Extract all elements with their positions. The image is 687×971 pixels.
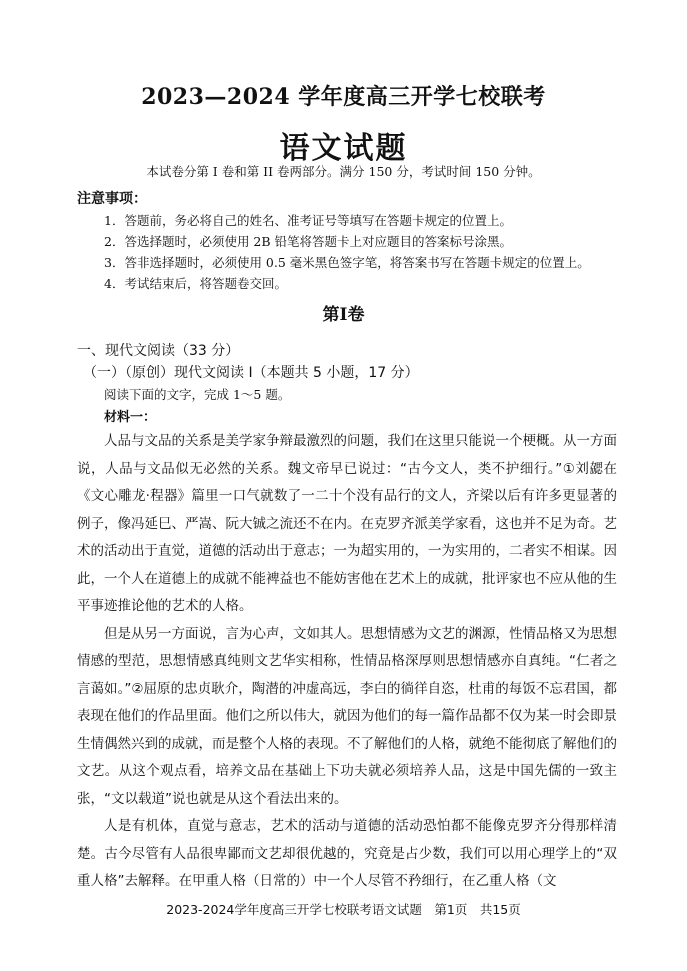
- section-heading: 一、现代文阅读（33 分）: [77, 343, 240, 359]
- reading-instruction: 阅读下面的文字，完成 1～5 题。: [104, 387, 291, 402]
- notice-item: 1．答题前，务必将自己的姓名、准考证号等填写在答题卡规定的位置上。: [104, 213, 512, 228]
- page-footer: 2023-2024学年度高三开学七校联考语文试题 第1页 共15页: [166, 902, 521, 917]
- notice-item: 4．考试结束后，将答题卷交回。: [104, 276, 287, 291]
- subsection-heading: （一）（原创）现代文阅读 I（本题共 5 小题，17 分）: [83, 365, 419, 381]
- passage-paragraph: 但是从另一方面说，言为心声，文如其人。思想情感为文艺的渊源，性情品格又为思想情感的型范，思想情感真纯则文艺华实相称，性情品格深厚则思想情感亦自真纯。“仁者之言蔼如。”②屈原的忠贞耿介，陶潜的冲虚高远，李白的徜徉自恣，杜甫的每饭不忘君国，都表现在他们的作品里面。他们之所以伟大，就因为他们的每一篇作品都不仅为某一时会即景生情偶然兴到的成就，而是整个人格的表现。不了解他们的人格，就绝不能彻底了解他们的文艺。从这个观点看，培养文品在基础上下功夫就必须培养人品，这是中国先儒的一致主张，“文以载道”说也就是从这个看法出来的。: [77, 625, 617, 807]
- subject-title: 语文试题: [279, 131, 408, 166]
- passage-paragraph: 人品与文品的关系是美学家争辩最激烈的问题，我们在这里只能说一个梗概。从一方面说，人品与文品似无必然的关系。魏文帝早已说过：“古今文人，类不护细行。”①刘勰在《文心雕龙·程器》篇里一口气就数了一二十个没有品行的文人，齐梁以后有许多更显著的例子，像冯延巳、严嵩、阮大铖之流还不在内。在克罗齐派美学家看，这也并不足为奇。艺术的活动出于直觉，道德的活动出于意志；一为超实用的，一为实用的，二者实不相谋。因此，一个人在道德上的成就不能裨益也不能妨害他在艺术上的成就，批评家也不应从他的生平事迹推论他的艺术的人格。: [77, 433, 617, 614]
- notice-item: 2．答选择题时，必须使用 2B 铅笔将答题卡上对应题目的答案标号涂黑。: [104, 234, 513, 249]
- material-label: 材料一：: [104, 410, 157, 425]
- notice-item: 3．答非选择题时，必须使用 0.5 毫米黑色签字笔，将答案书写在答题卡规定的位置上。: [104, 255, 590, 270]
- exam-subtitle: 本试卷分第 I 卷和第 II 卷两部分。满分 150 分，考试时间 150 分钟。: [146, 164, 541, 179]
- notice-list: [104, 210, 590, 294]
- passage: [77, 428, 617, 896]
- exam-title: 2023—2024 学年度高三开学七校联考: [141, 84, 546, 110]
- volume-heading: 第Ⅰ卷: [322, 305, 365, 325]
- notice-heading: 注意事项：: [77, 191, 147, 207]
- passage-paragraph: 人是有机体，直觉与意志，艺术的活动与道德的活动恐怕都不能像克罗齐分得那样清楚。古今尽管有人品很卑鄙而文艺却很优越的，究竟是占少数，我们可以用心理学上的“双重人格”去解释。在甲重人格（日常的）中一个人尽管不矜细行，在乙重人格（文: [77, 818, 617, 889]
